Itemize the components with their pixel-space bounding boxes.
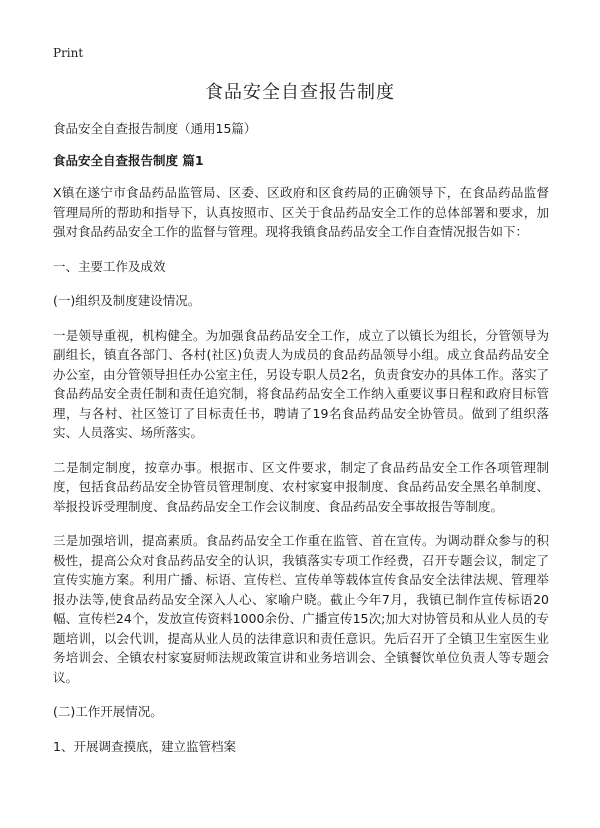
paragraph-subheading-work-status: (二)工作开展情况。 xyxy=(53,704,163,719)
paragraph-heading-main-work: 一、主要工作及成效 xyxy=(53,258,166,274)
paragraph-subheading-organization: (一)组织及制度建设情况。 xyxy=(53,293,201,308)
document-subtitle: 食品安全自查报告制度（通用15篇） xyxy=(53,121,257,136)
section-heading: 食品安全自查报告制度 篇1 xyxy=(53,153,204,168)
print-label: Print xyxy=(53,46,84,60)
paragraph-regulations: 二是制定制度，按章办事。根据市、区文件要求，制定了食品药品安全工作各项管理制度，包括食品药品安全协管员管理制度、农村家宴申报制度、食品药品安全黑名单制度、举报投诉受理制度、食品药品安全工作会议制度、食品药品安全事故报告等制度。 xyxy=(53,459,549,514)
paragraph-survey: 1、开展调查摸底，建立监管档案 xyxy=(53,738,236,754)
document-body xyxy=(53,183,549,771)
paragraph-training: 三是加强培训，提高素质。食品药品安全工作重在监管、首在宣传。为调动群众参与的积极性，提高公众对食品药品安全的认识，我镇落实专项工作经费，召开专题会议，制定了宣传实施方案。利用广播、标语、宣传栏、宣传单等载体宣传食品安全法律法规、管理举报办法等,使食品药品安全深入人心、家喻户晓。截止今年7月，我镇已制作宣传标语20幅、宣传栏24个，发放宣传资料1000余份、广播宣传15次;加大对协管员和从业人员的专题培训，以会代训，提高从业人员的法律意识和责任意识。先后召开了全镇卫生室医生业务培训会、全镇农村家宴厨师法规政策宣讲和业务培训会、全镇餐饮单位负责人等专题会议。 xyxy=(53,533,549,685)
document-title: 食品安全自查报告制度 xyxy=(205,82,395,103)
paragraph-intro: X镇在遂宁市食品药品监管局、区委、区政府和区食药局的正确领导下，在食品药品监督管理局所的帮助和指导下，认真按照市、区关于食品药品安全工作的总体部署和要求，加强对食品药品安全工作的监督与管理。现将我镇食品药品安全工作自查情况报告如下： xyxy=(53,185,549,239)
paragraph-leadership: 一是领导重视，机构健全。为加强食品药品安全工作，成立了以镇长为组长，分管领导为副组长，镇直各部门、各村(社区)负责人为成员的食品药品领导小组。成立食品药品安全办公室，由分管领导担任办公室主任，另设专职人员2名，负责食安办的具体工作。落实了食品药品安全责任制和责任追究制，将食品药品安全工作纳入重要议事日程和政府目标管理，与各村、社区签订了目标责任书，聘请了19名食品药品安全协管员。做到了组织落实、人员落实、场所落实。 xyxy=(53,327,549,440)
